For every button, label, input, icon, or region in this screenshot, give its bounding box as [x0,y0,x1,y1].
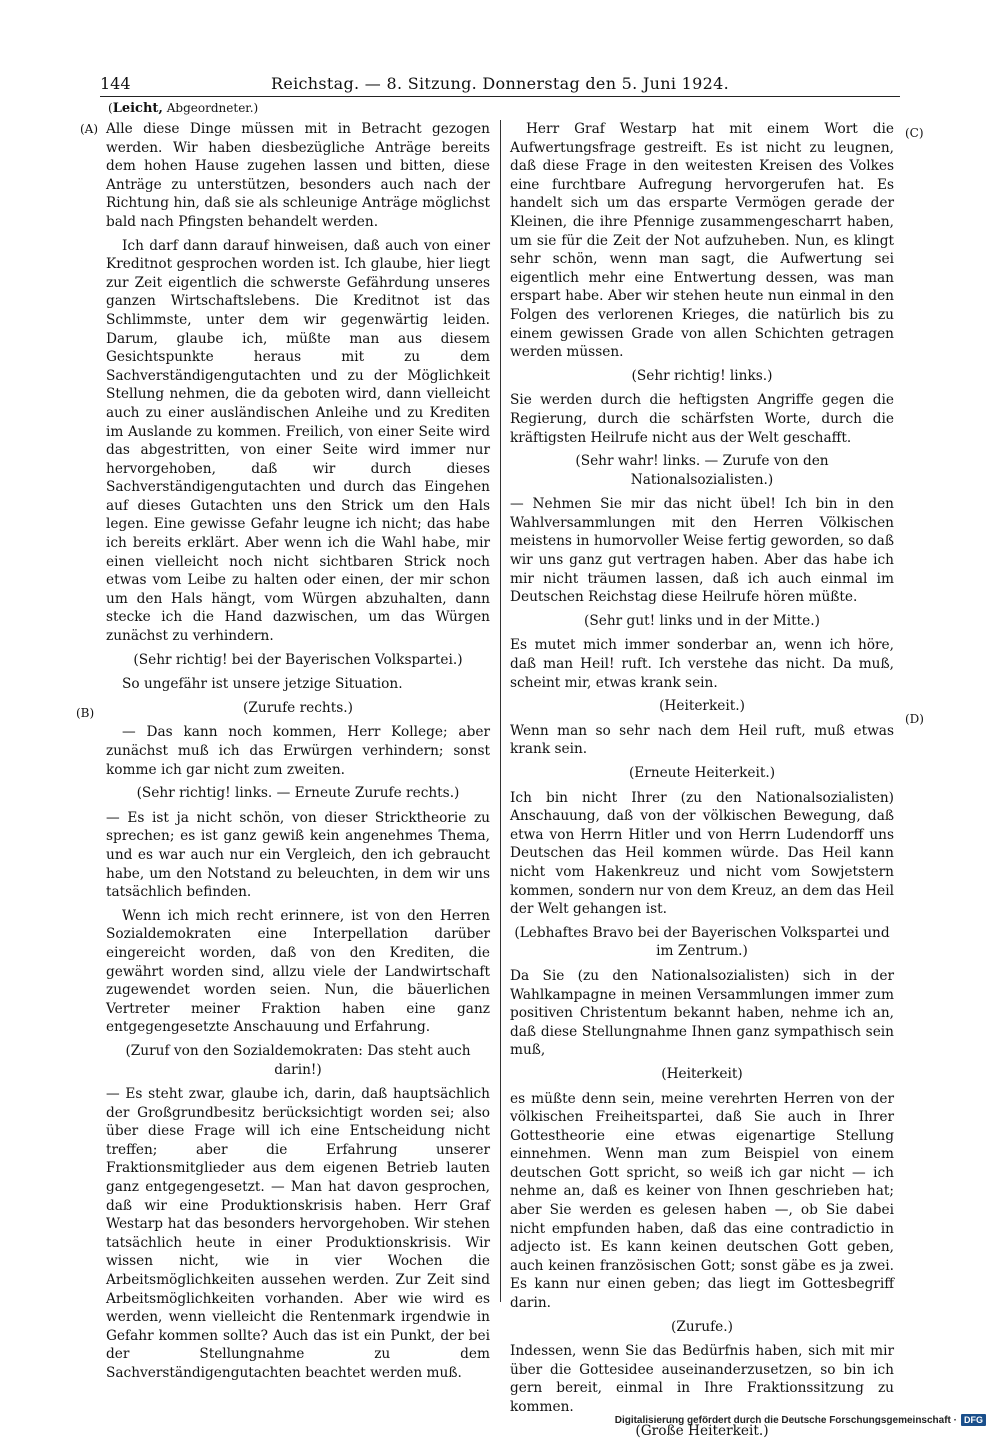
margin-letter-b: (B) [76,706,95,720]
margin-letter-d: (D) [905,712,924,726]
margin-letter-c: (C) [905,126,924,140]
right-paragraph-7: Da Sie (zu den Nationalsozialisten) sich in der Wahlkampagne in meinen Versammlungen immer zum positiven Christentum bekannt haben, nehme ich an, daß diese Stellungnahme Ihnen ganz sympathisch sein muß, [510,967,894,1059]
left-paragraph-2: Ich darf dann darauf hinweisen, daß auch von einer Kreditnot gesprochen worden ist. Ich glaube, hier liegt zur Zeit eigentlich die schwerste Gefährdung unseres ganzen Wirtschaftslebens. Die Kreditnot ist das Schlimmste, unter dem wir gegenwärtig leiden. Darum, glaube ich, müßte man aus diesem Gesichtspunkte heraus mit zu dem Sachverständigengutachten und zu der Möglichkeit Stellung nehmen, die da geboten wird, dann vielleicht auch zu einer ausländischen Anleihe und zu Krediten im Auslande zu kommen. Freilich, von einer Seite wird das abgestritten, von einer Seite wird immer nur hervorgehoben, daß wir durch dieses Sachverständigengutachten und durch das Eingehen auf dieses Gutachten uns den Strick um den Hals legen. Eine gewisse Gefahr leugne ich nicht; das habe ich bereits erklärt. Aber wenn ich die Wahl habe, mir einen vielleicht noch nicht sichtbaren Strick noch etwas vom Leibe zu halten oder einen, der mir schon um den Hals hängt, vom Würgen abzuhalten, dann stecke ich die Hand dazwischen, um das Würgen zunächst zu verhindern. [106,237,490,645]
right-paragraph-1: Herr Graf Westarp hat mit einem Wort die Aufwertungsfrage gestreift. Es ist nicht zu leugnen, daß diese Frage in den weitesten Kreisen des Volkes eine furchtbare Aufregung hervorgerufen hat. Es handelt sich um das ersparte Vermögen gerade der Kleinen, die ihre Pfennige zusammengescharrt haben, um sie für die Zeit der Not aufzuheben. Nun, es klingt sehr schön, wenn man sagt, die Aufwertung sei eigentlich mehr eine Entwertung dessen, was man erspart habe. Aber wir stehen heute nun einmal in den Folgen des verlorenen Krieges, die natürlich bis zu einem gewissen Grade von allen Schichten getragen werden müssen. [510,121,894,361]
right-paragraph-6: Ich bin nicht Ihrer (zu den Nationalsozialisten) Anschauung, daß von der völkischen Bewegung, daß etwa von Herrn Hitler und von Herrn Ludendorff uns Deutschen das Heil kommen würde. Das Heil kann nicht vom Hakenkreuz und nicht vom Sowjetstern kommen, sondern nur von dem Kreuz, an dem das Heil der Welt gehangen ist. [510,789,894,918]
right-paragraph-2: Sie werden durch die heftigsten Angriffe gegen die Regierung, durch die schärfsten Worte, durch die kräftigsten Heilrufe nicht aus der Welt geschafft. [510,392,894,446]
left-interjection-3: (Sehr richtig! links. — Erneute Zurufe rechts.) [136,785,460,802]
left-column [106,120,490,1388]
left-paragraph-3: So ungefähr ist unsere jetzige Situation. [122,676,403,693]
left-paragraph-5: — Es ist ja nicht schön, von dieser Stricktheorie zu sprechen; es ist ganz gewiß kein angenehmes Thema, und es war auch nur ein Vergleich, den ich gebraucht habe, um den Notstand zu beleuchten, in dem wir uns tatsächlich befinden. [106,809,490,901]
page-number: 144 [100,74,131,93]
left-paragraph-1: Alle diese Dinge müssen mit in Betracht gezogen werden. Wir haben diesbezügliche Anträge bereits dem hohen Hause zugehen lassen und bitten, diese Anträge zu unterstützen, besonders auch nach der Richtung hin, daß sie als schleunige Anträge möglichst bald nach Pfingsten behandelt werden. [106,121,490,230]
left-paragraph-7: — Es steht zwar, glaube ich, darin, daß hauptsächlich der Großgrundbesitz berücksichtigt worden sei; also über diese Frage will ich eine Entscheidung nicht treffen; aber die Erfahrung unserer Fraktionsmitglieder aus dem eigenen Betrieb lauten ganz entgegengesetzt. — Man hat davon gesprochen, daß wir eine Produktionskrisis haben. Herr Graf Westarp hat das besonders hervorgehoben. Wir stehen tatsächlich heute in einer Produktionskrisis. Wir wissen nicht, wie in vier Wochen die Arbeitsmöglichkeiten aussehen werden. Zur Zeit sind Arbeitsmöglichkeiten vorhanden. Aber wie wird es werden, wenn vielleicht die Rentenmark irgendwie in Gefahr kommen sollte? Auch das ist ein Punkt, der bei der Stellungnahme zu dem Sachverständigengutachten beachtet werden muß. [106,1086,490,1381]
right-paragraph-9: Indessen, wenn Sie das Bedürfnis haben, sich mit mir über die Gottesidee auseinanderzusetzen, so bin ich gern bereit, einmal in Ihre Fraktionssitzung zu kommen. [510,1343,894,1415]
speaker-name: Leicht, [112,101,163,116]
right-interjection-3: (Sehr gut! links und in der Mitte.) [584,612,820,629]
right-paragraph-5: Wenn man so sehr nach dem Heil ruft, muß etwas krank sein. [510,722,894,758]
left-interjection-4: (Zuruf von den Sozialdemokraten: Das steht auch darin!) [125,1042,471,1078]
credit-text: Digitalisierung gefördert durch die Deutsche Forschungsgemeinschaft · [614,1414,957,1426]
right-paragraph-4: Es mutet mich immer sonderbar an, wenn ich höre, daß man Heil! ruft. Ich verstehe das nicht. Da muß, scheint mir, etwas krank sein. [510,637,894,691]
right-interjection-7: (Heiterkeit) [661,1065,743,1082]
page-header [100,72,900,96]
dfg-logo-icon: DFG [961,1414,986,1426]
column-divider [500,120,501,1302]
right-interjection-5: (Erneute Heiterkeit.) [628,765,776,781]
right-paragraph-3: — Nehmen Sie mir das nicht übel! Ich bin in den Wahlversammlungen mit den Herren Völkischen meistens in humorvoller Weise fertig geworden, so daß wir uns ganz gut vertragen haben. Aber das habe ich mir nicht träumen lassen, daß ich auch einmal im Deutschen Reichstag diese Heilrufe hören müßte. [510,496,894,606]
right-interjection-2: (Sehr wahr! links. — Zurufe von den Nationalsozialisten.) [575,453,829,488]
right-interjection-9: (Große Heiterkeit.) [635,1422,769,1439]
margin-letter-a: (A) [80,122,99,136]
speaker-note [108,100,258,117]
speaker-open: ( [108,101,113,115]
right-interjection-1: (Sehr richtig! links.) [631,367,773,384]
header-rule [100,96,900,97]
right-paragraph-8: es müßte denn sein, meine verehrten Herren von der völkischen Freiheitspartei, daß Sie auch in Ihrer Gottestheorie eine etwas eigenartige Stellung einnehmen. Wenn man zum Beispiel von einem deutschen Gott spricht, so weiß ich gar nicht — ich nehme an, daß es keiner von Ihnen geschrieben hat; aber Sie werden es gelesen haben —, ob Sie dabei nicht empfunden haben, daß das eine contradictio in adjecto ist. Es kann keinen deutschen Gott geben, auch keinen französischen Gott; sonst gäbe es ja zwei. Es kann nur einen geben; das liegt im Gottesbegriff darin. [510,1090,894,1312]
left-paragraph-4: — Das kann noch kommen, Herr Kollege; aber zunächst muß ich das Erwürgen verhindern; sonst komme ich gar nicht zum zweiten. [106,724,490,778]
right-interjection-6: (Lebhaftes Bravo bei der Bayerischen Volkspartei und im Zentrum.) [514,924,890,960]
left-interjection-1: (Sehr richtig! bei der Bayerischen Volkspartei.) [133,651,463,668]
right-interjection-8: (Zurufe.) [671,1318,733,1335]
right-interjection-4: (Heiterkeit.) [659,698,745,715]
digitization-credit [615,1414,986,1426]
speaker-role: Abgeordneter.) [166,101,259,115]
left-interjection-2: (Zurufe rechts.) [243,699,353,716]
running-title: Reichstag. — 8. Sitzung. Donnerstag den 5. Juni 1924. [271,74,729,93]
left-paragraph-6: Wenn ich mich recht erinnere, ist von den Herren Sozialdemokraten eine Interpellation darüber eingereicht worden, daß von den Krediten, die gewährt worden sind, allzu viele der Landwirtschaft zugewendet worden seien. Nun, die bäuerlichen Vertreter meiner Fraktion haben eine ganz entgegengesetzte Anschauung und Erfahrung. [106,907,490,1036]
right-column [510,120,894,1446]
